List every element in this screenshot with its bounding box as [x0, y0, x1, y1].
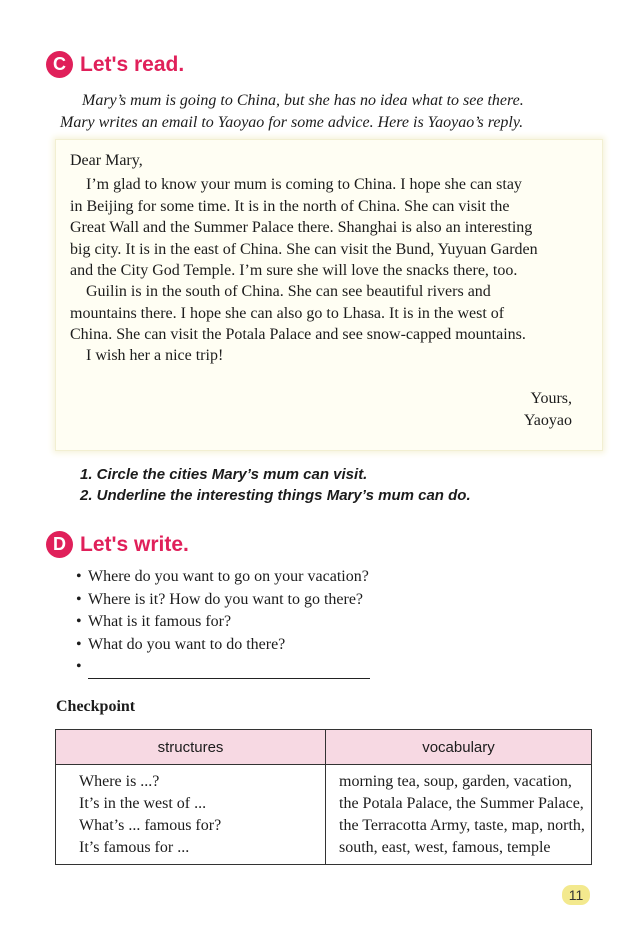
vocabulary-line: morning tea, soup, garden, vacation, — [339, 773, 572, 790]
letter-line: Guilin is in the south of China. She can see beautiful rivers and — [86, 283, 491, 300]
bullet-icon: • — [76, 658, 82, 675]
vocabulary-header: vocabulary — [326, 730, 592, 765]
list-item — [76, 589, 370, 612]
bullet-icon: • — [76, 590, 82, 608]
letter-line: Great Wall and the Summer Palace there. Shanghai is also an interesting — [70, 219, 533, 236]
prompt-text: What do you want to do there? — [88, 635, 286, 653]
prompt-text: What is it famous for? — [88, 613, 232, 630]
structures-header: structures — [56, 730, 326, 765]
letter-line: China. She can visit the Potala Palace and see snow-capped mountains. — [70, 326, 526, 343]
bullet-icon: • — [76, 568, 82, 585]
task-underline-things: 2. Underline the interesting things Mary’s mum can do. — [80, 487, 471, 504]
section-c-badge: C — [46, 51, 73, 78]
page-number: 11 — [562, 885, 590, 905]
letter-closing: Yours, — [530, 390, 572, 407]
task-circle-cities: 1. Circle the cities Mary’s mum can visit. — [80, 466, 368, 483]
list-item — [76, 656, 370, 679]
section-d-header — [46, 531, 189, 558]
vocabulary-line: the Terracotta Army, taste, map, north, — [339, 817, 585, 834]
intro-line: Mary’s mum is going to China, but she has no idea what to see there. — [82, 92, 524, 109]
structures-cell — [56, 765, 326, 865]
blank-answer-line[interactable] — [88, 662, 370, 679]
vocabulary-cell — [326, 765, 592, 865]
intro-line: Mary writes an email to Yaoyao for some advice. Here is Yaoyao’s reply. — [60, 114, 524, 131]
bullet-icon: • — [76, 613, 82, 630]
letter-greeting: Dear Mary, — [70, 152, 143, 169]
list-item — [76, 634, 370, 657]
letter-line: big city. It is in the east of China. She can visit the Bund, Yuyuan Garden — [70, 241, 538, 258]
letter-line: and the City God Temple. I’m sure she will love the snacks there, too. — [70, 262, 518, 279]
letter-line: I wish her a nice trip! — [86, 347, 224, 364]
intro-text — [60, 90, 580, 134]
structure-item: What’s ... famous for? — [79, 817, 222, 834]
structure-item: It’s in the west of ... — [79, 795, 207, 812]
structure-item: It’s famous for ... — [79, 839, 190, 856]
letter-signature: Yaoyao — [523, 412, 572, 429]
letter-line: I’m glad to know your mum is coming to China. I hope she can stay — [86, 176, 522, 193]
vocabulary-line: the Potala Palace, the Summer Palace, — [339, 795, 584, 812]
section-d-badge: D — [46, 531, 73, 558]
checkpoint-table — [55, 729, 592, 865]
section-d-title: Let's write. — [80, 532, 189, 556]
prompt-text: Where do you want to go on your vacation? — [88, 568, 369, 585]
letter-line: mountains there. I hope she can also go to Lhasa. It is in the west of — [70, 305, 505, 322]
vocabulary-line: south, east, west, famous, temple — [339, 839, 551, 856]
structure-item: Where is ...? — [79, 773, 160, 790]
checkpoint-title: Checkpoint — [56, 698, 136, 715]
bullet-icon: • — [76, 635, 82, 653]
table-row — [56, 765, 592, 865]
writing-prompts-list — [76, 566, 370, 679]
list-item — [76, 566, 370, 589]
section-c-header — [46, 51, 184, 78]
table-header-row — [56, 730, 592, 765]
prompt-text: Where is it? How do you want to go there? — [88, 590, 364, 608]
list-item — [76, 611, 370, 634]
section-c-title: Let's read. — [80, 52, 185, 76]
letter-line: in Beijing for some time. It is in the north of China. She can visit the — [70, 198, 510, 215]
